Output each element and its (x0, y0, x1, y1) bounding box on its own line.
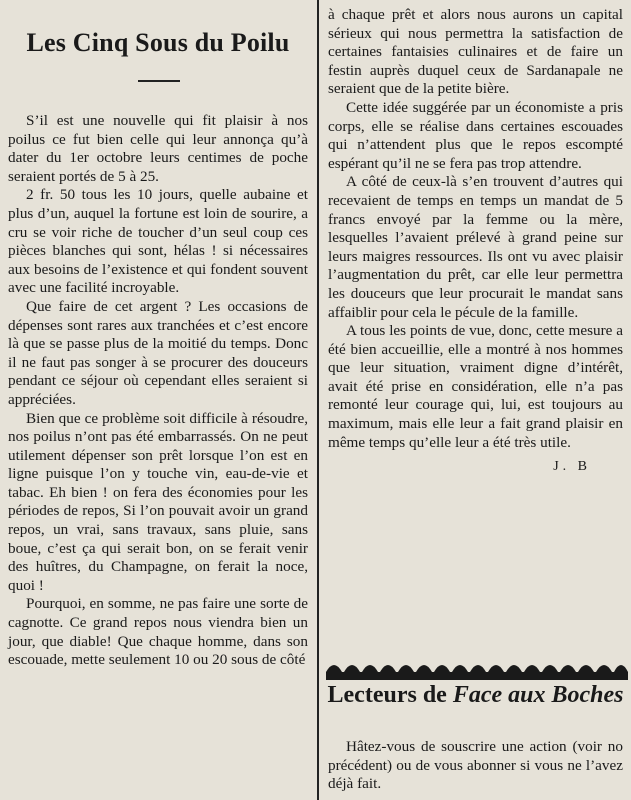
right-column (320, 0, 631, 800)
paragraph: à chaque prêt et alors nous aurons un capital sérieux qui nous permettra la satisfaction de certaines fantaisies culinaires et de faire un festin auprès duquel ceux de Sardanapale ne seraient que de la petite bière. (328, 6, 623, 98)
paragraph: Cette idée suggérée par un économiste a pris corps, elle se réalise dans certaines escouades qui n’attendent plus que le repos escompté espérant qu’il ne se fera pas trop attendre. (328, 98, 623, 172)
paragraph: Pourquoi, en somme, ne pas faire une sorte de cagnotte. Ce grand repos nous viendra bien un jour, que diable! Que chaque homme, dans son escouade, mette seulement 10 ou 20 sous de côté (8, 595, 308, 669)
paragraph: Que faire de cet argent ? Les occasions de dépenses sont rares aux tranchées et c’est encore là que se passe plus de la moitié du temps. Donc il ne faut pas songer à se procurer des douceurs pendant ce séjour où cependant elles seraient si appréciées. (8, 297, 308, 408)
article-body-right (328, 6, 623, 477)
article-signature: J. B (553, 459, 591, 475)
paragraph: A côté de ceux-là s’en trouvent d’autres qui recevaient de temps en temps un mandat de 5 francs envoyé par la femme ou la mère, lesquelles l’avaient prélevé à grand peine sur leurs maigres ressources. Ils ont vu avec plaisir l’augmentation du prêt, car elle leur permettra les douceurs que leur procurait le mandat sans affaiblir pour cela le pécule de la famille. (328, 173, 623, 321)
paragraph: S’il est une nouvelle qui fit plaisir à nos poilus ce fut bien celle qui leur annonça qu’à dater du 1er octobre leurs centimes de poche seraient portés de 5 à 25. (8, 112, 308, 185)
title-separator (138, 80, 180, 82)
column-rule (317, 0, 319, 800)
notice-title (320, 682, 631, 709)
notice-body (328, 738, 623, 794)
paragraph: Bien que ce problème soit difficile à résoudre, nos poilus n’ont pas été embarrassés. On ne peut utilement dépenser son prêt lorsque l’on est en ligne puisque l’on y touche vin, eau-de-vie et tabac. Eh bien ! on fera des économies pour les périodes de repos, Si l’on pouvait avoir un grand repos, un vrai, sans travaux, sans pluie, sans boue, c’est ça qui serait bon, on se ferait venir des huîtres, du Champagne, on ferait la noce, quoi ! (8, 409, 308, 594)
article-title: Les Cinq Sous du Poilu (26, 28, 290, 57)
notice-title-emphasis: Face aux Boches (452, 682, 624, 708)
paragraph: A tous les points de vue, donc, cette mesure a été bien accueillie, elle a montré à nos hommes que leur situation, vraiment digne d’intérêt, avait été prise en considération, elle n’a pas remonté leur courage qui, lui, est toujours au maximum, mais elle leur a fait grand plaisir en même temps qu’elle leur a été très utile. (328, 322, 623, 451)
paragraph: 2 fr. 50 tous les 10 jours, quelle aubaine et plus d’un, auquel la fortune est loin de sourire, a cru se voir riche de toucher d’un seul coup ces pièces blanches qui sont, hélas ! si nécessaires aux besoins de l’existence et qui fondent souvent avec une facilité incroyable. (8, 186, 308, 297)
paragraph: Hâtez-vous de souscrire une action (voir no précédent) ou de vous abonner si vous ne l’avez déjà fait. (328, 738, 623, 793)
article-body-left (8, 112, 308, 670)
decorative-border (326, 656, 628, 680)
notice-title-prefix: Lecteurs de (327, 682, 453, 708)
